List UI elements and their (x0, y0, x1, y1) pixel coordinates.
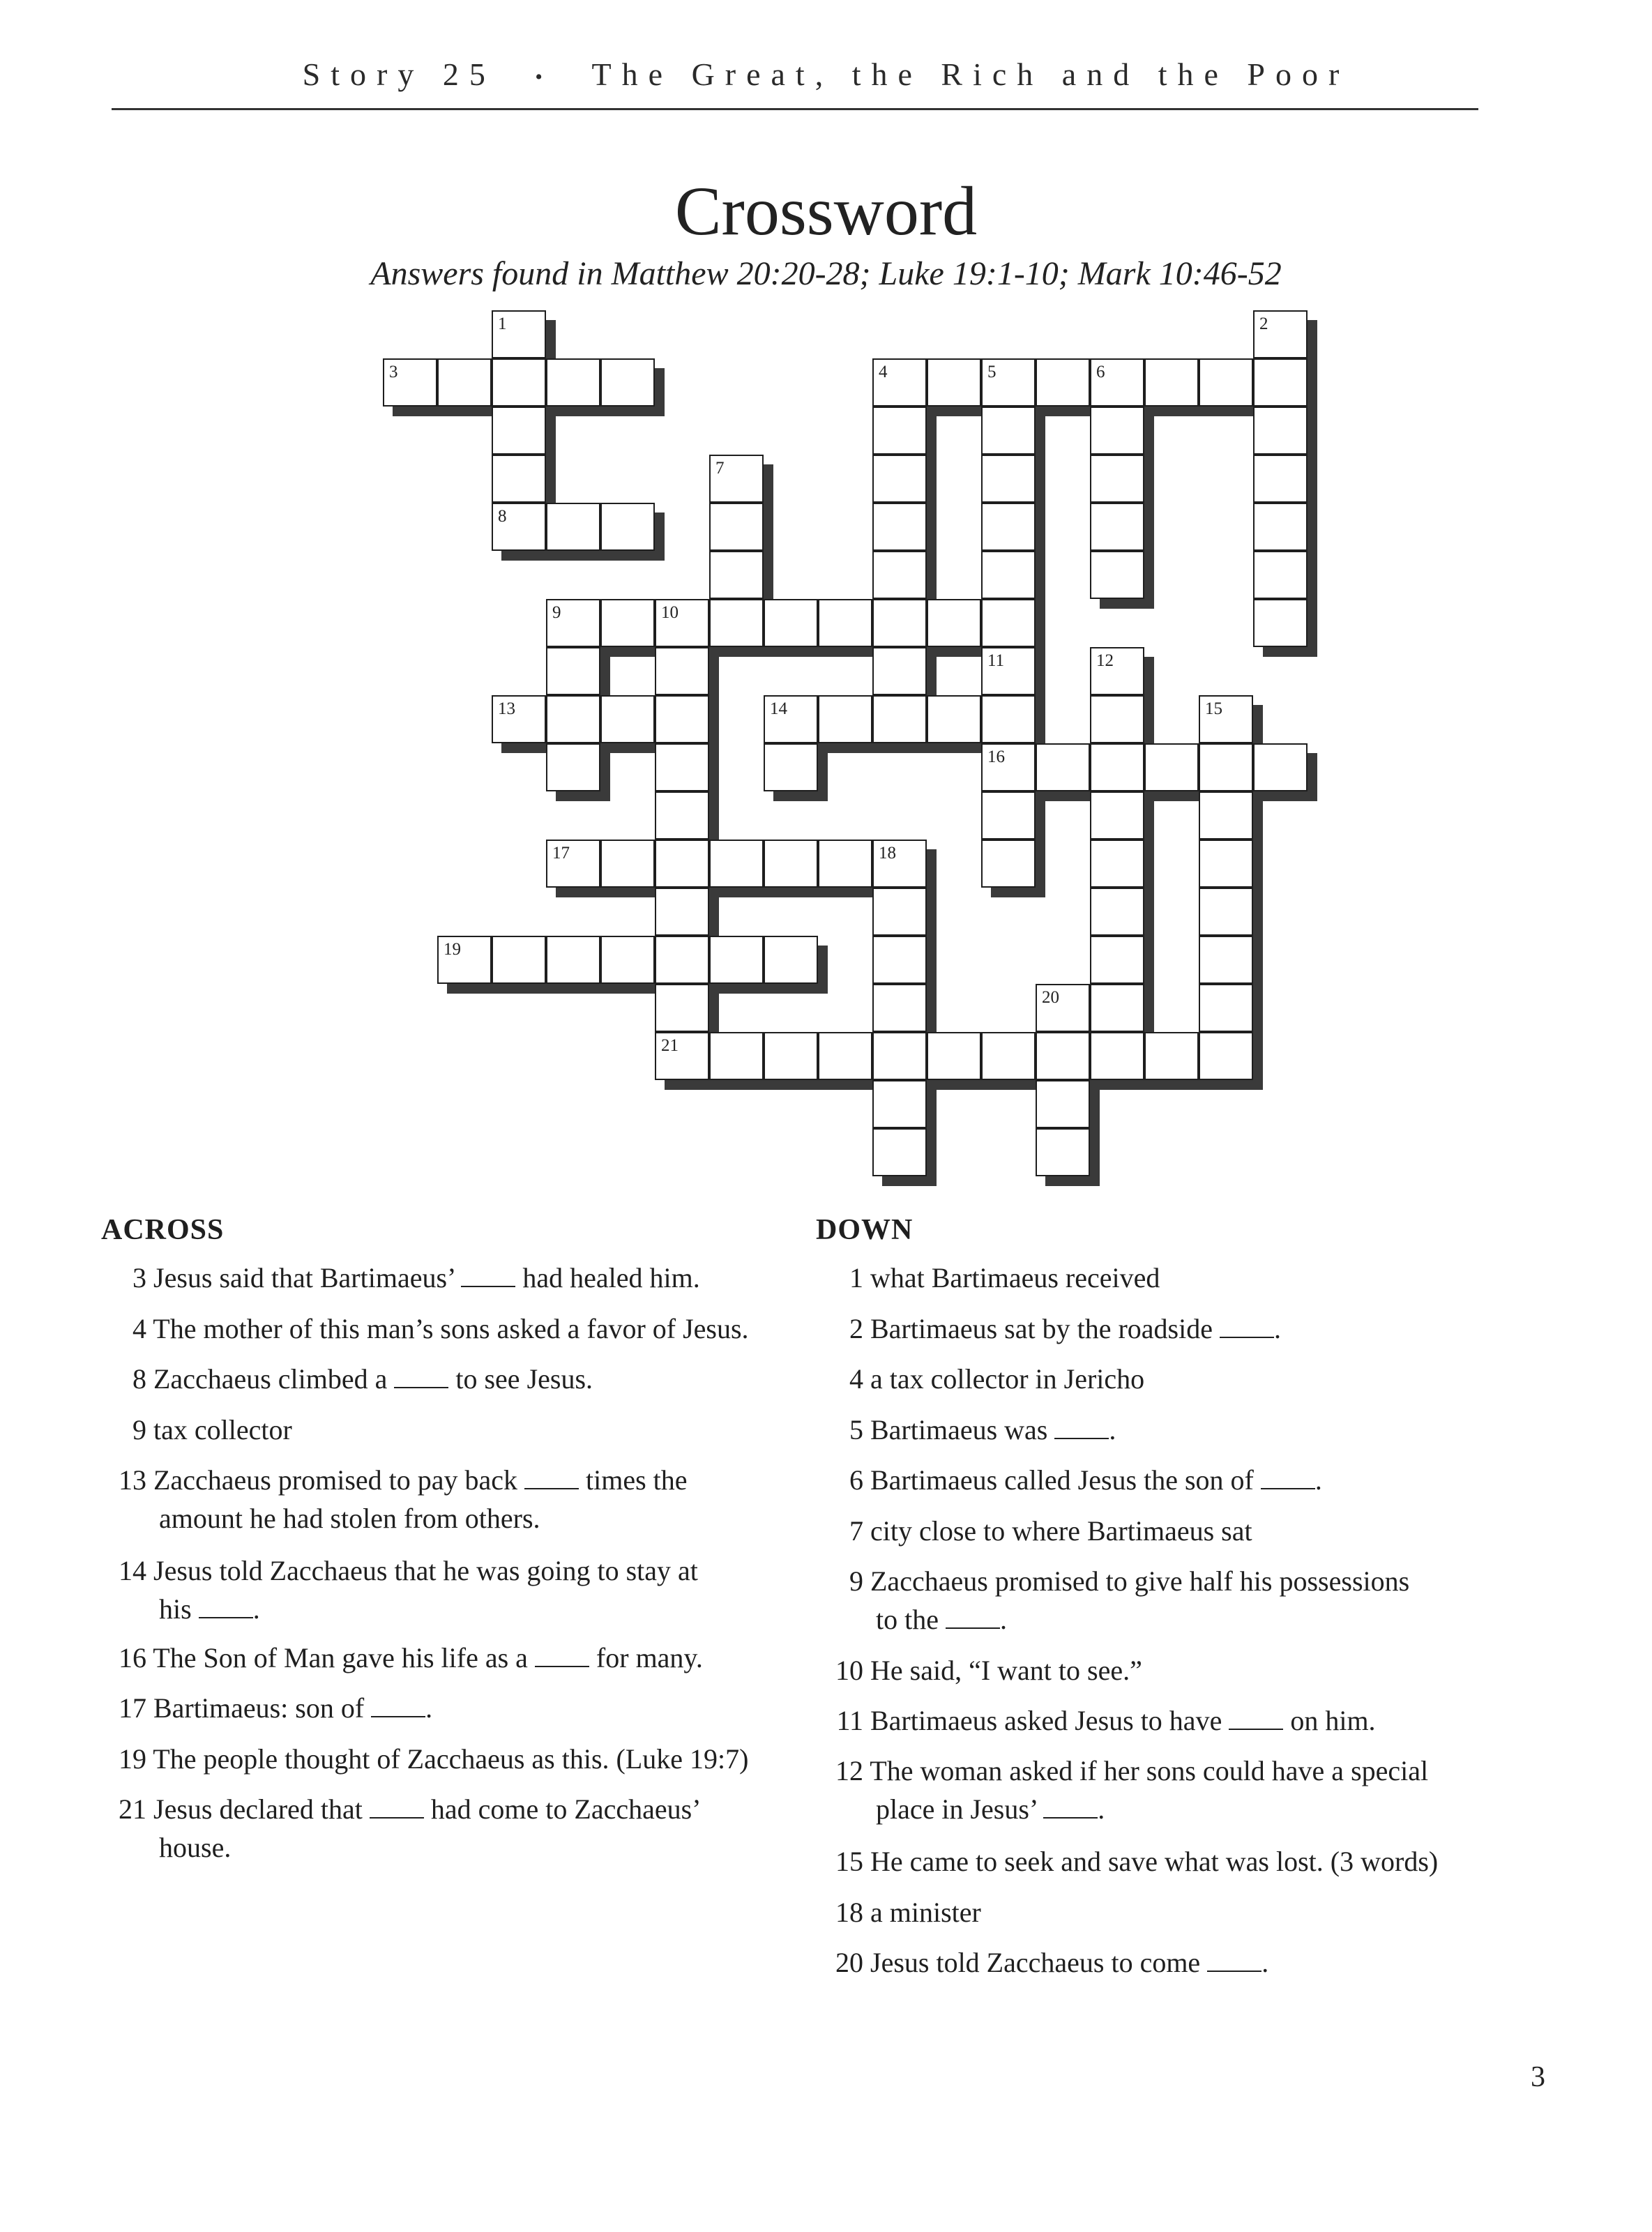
clue-item (823, 1259, 1160, 1298)
grid-cell[interactable] (1199, 984, 1253, 1032)
clue-number: 18 (835, 1897, 863, 1928)
grid-cell[interactable] (818, 840, 872, 888)
grid-cell[interactable] (655, 743, 709, 791)
grid-cell[interactable] (1144, 1032, 1199, 1080)
grid-cell[interactable] (818, 695, 872, 743)
grid-cell[interactable] (1090, 455, 1144, 503)
answer-blank (524, 1467, 579, 1489)
clue-number: 9 (132, 1414, 146, 1445)
clue-text-after: on him. (1283, 1705, 1376, 1736)
clue-item (110, 1551, 698, 1591)
grid-cell[interactable] (872, 888, 927, 936)
grid-cell[interactable] (1144, 358, 1199, 407)
grid-cell[interactable] (492, 358, 546, 407)
clue-text-continued: amount he had stolen from others. (159, 1503, 540, 1534)
grid-cell[interactable] (981, 695, 1036, 743)
grid-cell[interactable] (872, 1080, 927, 1128)
page-number: 3 (1531, 2061, 1545, 2093)
clue-item-continued (159, 1828, 231, 1867)
clue-number: 15 (835, 1846, 863, 1877)
grid-cell[interactable] (600, 840, 655, 888)
clue-text: Bartimaeus called Jesus the son of (863, 1464, 1261, 1496)
clue-item (823, 1309, 1281, 1349)
clue-number: 13 (119, 1464, 146, 1496)
grid-cell[interactable] (1199, 936, 1253, 984)
grid-clue-number: 19 (444, 940, 461, 959)
grid-cell[interactable] (872, 647, 927, 695)
grid-cell[interactable] (1090, 1032, 1144, 1080)
clue-text: tax collector (146, 1414, 292, 1445)
clue-number: 19 (119, 1743, 146, 1775)
grid-cell[interactable] (872, 455, 927, 503)
clue-item (823, 1360, 1144, 1399)
grid-cell[interactable] (1199, 791, 1253, 840)
grid-cell[interactable] (1090, 743, 1144, 791)
answer-blank (1043, 1796, 1098, 1819)
answer-blank (461, 1265, 515, 1287)
clue-number: 4 (849, 1363, 863, 1395)
clue-item (110, 1790, 701, 1829)
grid-cell[interactable] (1199, 358, 1253, 407)
clue-text: Bartimaeus: son of (146, 1692, 372, 1724)
grid-cell[interactable] (981, 599, 1036, 647)
clue-text-continued: to the (876, 1604, 946, 1635)
answer-blank (1220, 1316, 1274, 1338)
grid-cell[interactable] (927, 695, 981, 743)
grid-cell[interactable] (1253, 599, 1308, 647)
grid-cell[interactable] (872, 1128, 927, 1176)
answer-blank (1229, 1708, 1283, 1730)
clue-number: 6 (849, 1464, 863, 1496)
clue-text-after: . (252, 1593, 260, 1625)
grid-clue-number: 10 (661, 603, 679, 622)
grid-cell[interactable] (546, 936, 600, 984)
clue-item (823, 1651, 1142, 1690)
page-subtitle: Answers found in Matthew 20:20-28; Luke 19:1-10; Mark 10:46-52 (370, 255, 1282, 292)
clue-text-after: had come to Zacchaeus’ (423, 1793, 702, 1825)
grid-cell[interactable] (1090, 984, 1144, 1032)
clue-number: 16 (119, 1642, 146, 1673)
clue-text-after: . (1273, 1313, 1281, 1344)
clue-text: Zacchaeus climbed a (146, 1363, 395, 1395)
grid-clue-number: 5 (987, 363, 996, 381)
grid-cell[interactable] (1253, 358, 1308, 407)
header-title: The Great, the Rich and the Poor (591, 56, 1350, 92)
clue-text: Bartimaeus was (863, 1414, 1055, 1445)
grid-clue-number: 16 (987, 747, 1005, 766)
answer-blank (535, 1645, 589, 1667)
grid-cell[interactable] (655, 791, 709, 840)
grid-cell[interactable] (981, 407, 1036, 455)
clue-number: 2 (849, 1313, 863, 1344)
clue-item (823, 1512, 1252, 1551)
clue-item (823, 1842, 1438, 1881)
clue-text: The people thought of Zacchaeus as this. (Luke 19:7) (146, 1743, 749, 1775)
grid-cell[interactable] (981, 455, 1036, 503)
grid-cell[interactable] (655, 695, 709, 743)
clue-number: 12 (835, 1755, 863, 1786)
grid-cell[interactable] (1036, 1080, 1090, 1128)
clue-text-after: to see Jesus. (448, 1363, 593, 1395)
grid-cell[interactable] (1253, 407, 1308, 455)
clue-number: 11 (836, 1705, 863, 1736)
grid-cell[interactable] (492, 455, 546, 503)
clue-text-after: . (425, 1692, 433, 1724)
down-heading: DOWN (816, 1214, 914, 1246)
grid-cell[interactable] (492, 407, 546, 455)
clue-text-after: times the (579, 1464, 688, 1496)
grid-cell[interactable] (709, 1032, 764, 1080)
grid-cell[interactable] (872, 984, 927, 1032)
answer-blank (946, 1607, 1000, 1629)
page-title: Crossword (674, 172, 978, 250)
clue-text: Bartimaeus asked Jesus to have (863, 1705, 1229, 1736)
grid-cell[interactable] (655, 647, 709, 695)
grid-clue-number: 11 (987, 651, 1005, 670)
grid-cell[interactable] (872, 599, 927, 647)
clue-number: 20 (835, 1947, 863, 1978)
clue-text-after: . (1314, 1464, 1322, 1496)
clue-item (823, 1893, 981, 1932)
clue-number: 3 (132, 1262, 146, 1293)
clue-text: what Bartimaeus received (863, 1262, 1160, 1293)
clue-item (110, 1411, 292, 1450)
grid-clue-number: 14 (770, 699, 787, 718)
clue-number: 8 (132, 1363, 146, 1395)
clue-item (110, 1740, 748, 1779)
grid-clue-number: 4 (879, 363, 888, 381)
grid-clue-number: 6 (1096, 363, 1105, 381)
grid-cell[interactable] (600, 599, 655, 647)
grid-cell[interactable] (655, 840, 709, 888)
clue-text: He came to seek and save what was lost. (3 words) (863, 1846, 1439, 1877)
grid-cell[interactable] (655, 984, 709, 1032)
clue-text: Jesus said that Bartimaeus’ (146, 1262, 462, 1293)
clue-item (823, 1752, 1428, 1791)
grid-cell[interactable] (764, 936, 818, 984)
clue-text: Zacchaeus promised to give half his possessions (863, 1565, 1410, 1597)
grid-cell[interactable] (872, 503, 927, 551)
header-separator: • (535, 66, 553, 89)
clue-text: The woman asked if her sons could have a special (863, 1755, 1429, 1786)
grid-cell[interactable] (1199, 840, 1253, 888)
grid-cell[interactable] (1144, 743, 1199, 791)
grid-cell[interactable] (709, 503, 764, 551)
grid-cell[interactable] (872, 936, 927, 984)
grid-cell[interactable] (546, 695, 600, 743)
grid-clue-number: 9 (552, 603, 561, 622)
header-story: Story 25 (302, 56, 496, 92)
grid-cell[interactable] (927, 599, 981, 647)
clue-number: 5 (849, 1414, 863, 1445)
grid-cell[interactable] (1253, 551, 1308, 599)
grid-cell[interactable] (600, 358, 655, 407)
grid-cell[interactable] (546, 743, 600, 791)
grid-cell[interactable] (709, 551, 764, 599)
grid-cell[interactable] (1090, 503, 1144, 551)
grid-clue-number: 12 (1096, 651, 1114, 670)
grid-cell[interactable] (655, 888, 709, 936)
grid-cell[interactable] (1090, 695, 1144, 743)
clue-text-after: . (1109, 1414, 1116, 1445)
grid-cell[interactable] (1090, 791, 1144, 840)
answer-blank (1207, 1950, 1261, 1972)
grid-cell[interactable] (981, 1032, 1036, 1080)
clue-text: a tax collector in Jericho (863, 1363, 1145, 1395)
clue-text-after: . (999, 1604, 1007, 1635)
grid-cell[interactable] (927, 1032, 981, 1080)
clue-number: 17 (119, 1692, 146, 1724)
clue-item (823, 1943, 1268, 1982)
grid-cell[interactable] (981, 840, 1036, 888)
grid-cell[interactable] (764, 743, 818, 791)
grid-cell[interactable] (1036, 743, 1090, 791)
grid-cell[interactable] (764, 840, 818, 888)
grid-cell[interactable] (546, 647, 600, 695)
clue-item (823, 1461, 1322, 1500)
grid-cell[interactable] (927, 358, 981, 407)
clue-item (110, 1689, 432, 1728)
grid-cell[interactable] (872, 551, 927, 599)
grid-cell[interactable] (437, 358, 492, 407)
clue-text: Jesus told Zacchaeus to come (863, 1947, 1208, 1978)
grid-clue-number: 7 (715, 459, 725, 478)
clue-text-after: . (1261, 1947, 1269, 1978)
grid-clue-number: 17 (552, 844, 570, 863)
grid-clue-number: 1 (498, 314, 507, 333)
grid-cell[interactable] (764, 1032, 818, 1080)
answer-blank (199, 1596, 253, 1618)
grid-clue-number: 15 (1205, 699, 1222, 718)
grid-cell[interactable] (1199, 743, 1253, 791)
answer-blank (371, 1695, 425, 1717)
clue-item (110, 1259, 700, 1298)
clue-text-continued: house. (159, 1832, 232, 1863)
grid-cell[interactable] (1253, 743, 1308, 791)
grid-cell[interactable] (655, 936, 709, 984)
clue-item-continued (876, 1600, 1007, 1639)
clue-text: Bartimaeus sat by the roadside (863, 1313, 1220, 1344)
clue-text: The mother of this man’s sons asked a favor of Jesus. (146, 1313, 749, 1344)
clue-text-after: for many. (589, 1642, 703, 1673)
clue-number: 7 (849, 1515, 863, 1547)
grid-clue-number: 13 (498, 699, 515, 718)
grid-cell[interactable] (1090, 551, 1144, 599)
grid-clue-number: 8 (498, 507, 507, 526)
grid-cell[interactable] (872, 1032, 927, 1080)
clue-item-continued (876, 1790, 1105, 1829)
grid-cell[interactable] (1090, 888, 1144, 936)
grid-clue-number: 3 (389, 363, 398, 381)
grid-cell[interactable] (600, 695, 655, 743)
clue-item (110, 1461, 688, 1500)
grid-cell[interactable] (1199, 888, 1253, 936)
grid-cell[interactable] (600, 503, 655, 551)
grid-cell[interactable] (1253, 455, 1308, 503)
clue-item (823, 1562, 1409, 1601)
grid-clue-number: 20 (1042, 988, 1059, 1007)
grid-cell[interactable] (1036, 1128, 1090, 1176)
grid-cell[interactable] (492, 936, 546, 984)
clue-text-continued: place in Jesus’ (876, 1793, 1044, 1825)
grid-cell[interactable] (1090, 840, 1144, 888)
grid-cell[interactable] (600, 936, 655, 984)
clue-item (110, 1360, 593, 1399)
grid-cell[interactable] (546, 358, 600, 407)
grid-cell[interactable] (981, 551, 1036, 599)
clue-item (110, 1309, 749, 1349)
grid-cell[interactable] (1036, 1032, 1090, 1080)
clue-text-continued: his (159, 1593, 199, 1625)
grid-cell[interactable] (709, 840, 764, 888)
grid-cell[interactable] (981, 503, 1036, 551)
grid-clue-number: 18 (879, 844, 896, 863)
clue-text-after: had healed him. (515, 1262, 700, 1293)
grid-cell[interactable] (818, 599, 872, 647)
clue-item (110, 1639, 703, 1678)
clue-item-continued (159, 1499, 540, 1538)
grid-clue-number: 2 (1259, 314, 1268, 333)
across-heading: ACROSS (101, 1214, 225, 1246)
grid-cell[interactable] (709, 599, 764, 647)
clue-item-continued (159, 1590, 260, 1629)
clue-text: Jesus declared that (146, 1793, 370, 1825)
clue-text: Jesus told Zacchaeus that he was going to stay at (146, 1555, 698, 1586)
clue-item (823, 1701, 1376, 1740)
clue-text: city close to where Bartimaeus sat (863, 1515, 1252, 1547)
grid-cell[interactable] (1090, 936, 1144, 984)
clue-text: a minister (863, 1897, 981, 1928)
clue-number: 14 (119, 1555, 146, 1586)
answer-blank (1261, 1467, 1315, 1489)
clue-number: 9 (849, 1565, 863, 1597)
clue-text: The Son of Man gave his life as a (146, 1642, 535, 1673)
grid-cell[interactable] (1199, 1032, 1253, 1080)
clue-text-after: . (1098, 1793, 1105, 1825)
grid-cell[interactable] (872, 407, 927, 455)
clue-number: 4 (132, 1313, 146, 1344)
grid-cell[interactable] (764, 599, 818, 647)
clue-number: 21 (119, 1793, 146, 1825)
answer-blank (1054, 1417, 1109, 1439)
grid-cell[interactable] (818, 1032, 872, 1080)
answer-blank (370, 1796, 424, 1819)
grid-cell[interactable] (1253, 503, 1308, 551)
grid-clue-number: 21 (661, 1036, 679, 1055)
clue-number: 1 (849, 1262, 863, 1293)
grid-cell[interactable] (1090, 407, 1144, 455)
grid-cell[interactable] (872, 695, 927, 743)
grid-cell[interactable] (1036, 358, 1090, 407)
grid-cell[interactable] (981, 791, 1036, 840)
clue-text: He said, “I want to see.” (863, 1655, 1142, 1686)
answer-blank (394, 1366, 448, 1388)
grid-cell[interactable] (546, 503, 600, 551)
clue-number: 10 (835, 1655, 863, 1686)
clue-text: Zacchaeus promised to pay back (146, 1464, 525, 1496)
grid-cell[interactable] (709, 936, 764, 984)
clue-item (823, 1411, 1116, 1450)
